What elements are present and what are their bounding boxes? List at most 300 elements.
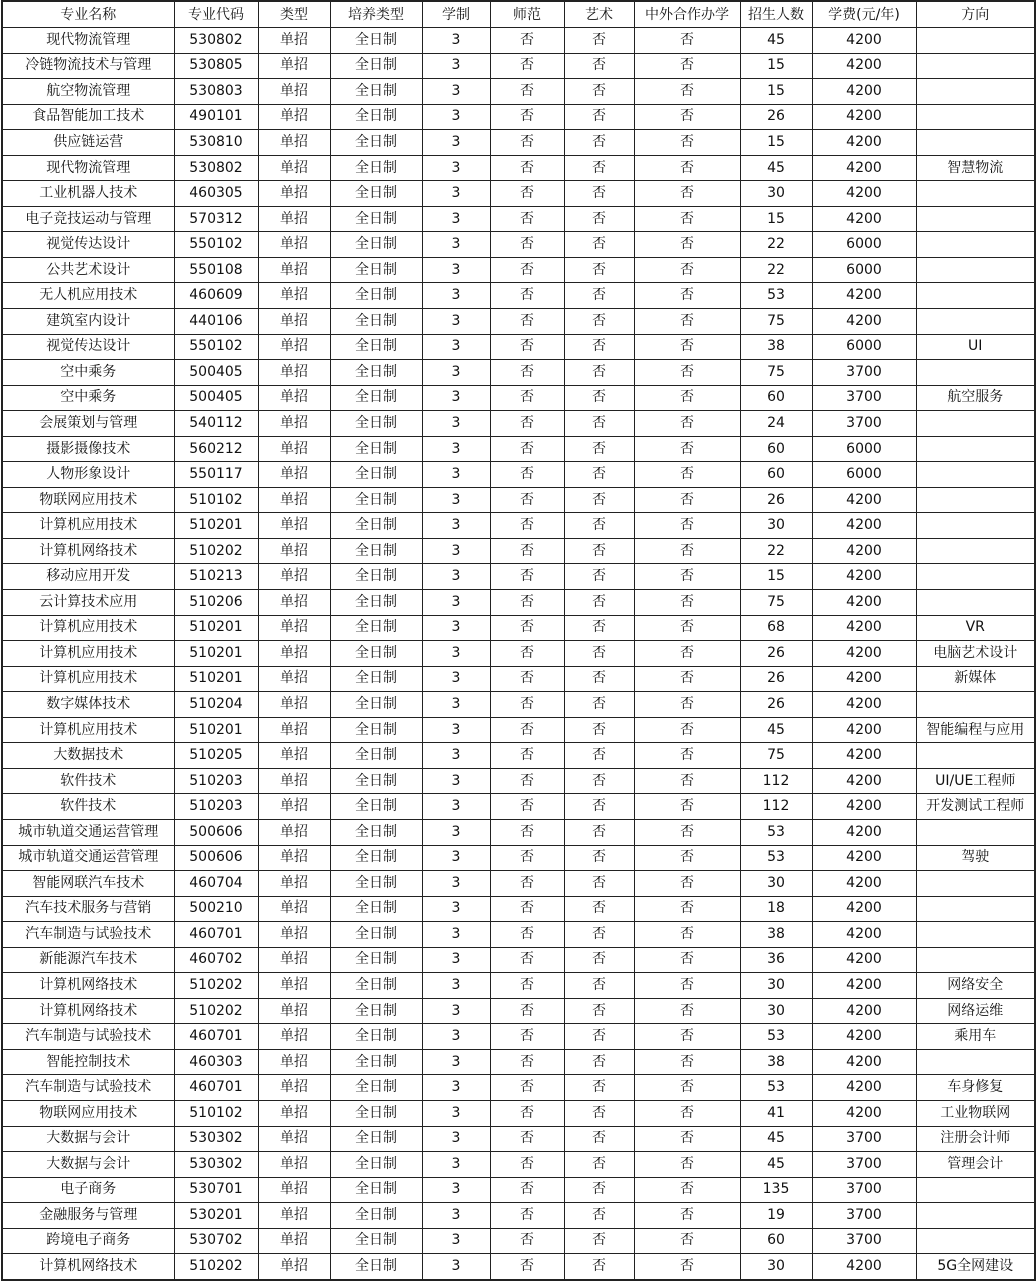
table-row (2, 462, 1035, 488)
cell-major-name: 食品智能加工技术 (2, 104, 174, 130)
cell-duration: 3 (422, 743, 490, 769)
table-row (2, 232, 1035, 258)
cell-type: 单招 (258, 1049, 330, 1075)
cell-art: 否 (564, 615, 634, 641)
cell-training-type: 全日制 (330, 845, 422, 871)
cell-major-name: 大数据与会计 (2, 1152, 174, 1178)
cell-tuition: 3700 (812, 385, 916, 411)
cell-enrollment: 53 (740, 1024, 812, 1050)
cell-major-name: 计算机应用技术 (2, 641, 174, 667)
cell-tuition: 4200 (812, 181, 916, 207)
cell-major-code: 460701 (174, 922, 258, 948)
cell-enrollment: 60 (740, 385, 812, 411)
table-row (2, 79, 1035, 105)
cell-teacher-training: 否 (490, 845, 564, 871)
cell-major-name: 会展策划与管理 (2, 411, 174, 437)
cell-training-type: 全日制 (330, 666, 422, 692)
cell-major-code: 530702 (174, 1228, 258, 1254)
header-major-name: 专业名称 (2, 1, 174, 28)
cell-major-name: 视觉传达设计 (2, 232, 174, 258)
cell-duration: 3 (422, 385, 490, 411)
cell-teacher-training: 否 (490, 1177, 564, 1203)
cell-sino-foreign: 否 (634, 1024, 740, 1050)
table-row (2, 1075, 1035, 1101)
cell-major-code: 510102 (174, 487, 258, 513)
table-header-row (2, 1, 1035, 28)
cell-art: 否 (564, 79, 634, 105)
cell-sino-foreign: 否 (634, 615, 740, 641)
cell-major-name: 视觉传达设计 (2, 334, 174, 360)
cell-major-code: 560212 (174, 436, 258, 462)
cell-direction (916, 79, 1035, 105)
cell-tuition: 4200 (812, 1024, 916, 1050)
table-row (2, 360, 1035, 386)
cell-enrollment: 30 (740, 513, 812, 539)
table-row (2, 334, 1035, 360)
cell-tuition: 4200 (812, 819, 916, 845)
cell-training-type: 全日制 (330, 462, 422, 488)
cell-sino-foreign: 否 (634, 232, 740, 258)
cell-art: 否 (564, 104, 634, 130)
cell-art: 否 (564, 641, 634, 667)
cell-tuition: 3700 (812, 360, 916, 386)
cell-enrollment: 75 (740, 743, 812, 769)
cell-major-name: 现代物流管理 (2, 155, 174, 181)
cell-art: 否 (564, 385, 634, 411)
cell-major-name: 汽车制造与试验技术 (2, 1075, 174, 1101)
cell-type: 单招 (258, 947, 330, 973)
cell-type: 单招 (258, 104, 330, 130)
cell-major-code: 550108 (174, 257, 258, 283)
cell-major-name: 城市轨道交通运营管理 (2, 819, 174, 845)
cell-teacher-training: 否 (490, 1254, 564, 1280)
cell-direction: 注册会计师 (916, 1126, 1035, 1152)
table-row (2, 181, 1035, 207)
cell-sino-foreign: 否 (634, 411, 740, 437)
cell-tuition: 3700 (812, 1177, 916, 1203)
cell-teacher-training: 否 (490, 28, 564, 54)
cell-art: 否 (564, 1228, 634, 1254)
cell-duration: 3 (422, 768, 490, 794)
cell-duration: 3 (422, 104, 490, 130)
table-row (2, 871, 1035, 897)
cell-enrollment: 60 (740, 436, 812, 462)
cell-teacher-training: 否 (490, 794, 564, 820)
cell-tuition: 4200 (812, 28, 916, 54)
cell-major-name: 空中乘务 (2, 385, 174, 411)
cell-enrollment: 24 (740, 411, 812, 437)
cell-sino-foreign: 否 (634, 206, 740, 232)
cell-type: 单招 (258, 53, 330, 79)
cell-art: 否 (564, 257, 634, 283)
cell-direction: 工业物联网 (916, 1100, 1035, 1126)
cell-training-type: 全日制 (330, 641, 422, 667)
table-row (2, 385, 1035, 411)
cell-tuition: 4200 (812, 53, 916, 79)
cell-art: 否 (564, 1100, 634, 1126)
cell-duration: 3 (422, 538, 490, 564)
cell-enrollment: 75 (740, 360, 812, 386)
cell-art: 否 (564, 692, 634, 718)
cell-direction (916, 181, 1035, 207)
cell-enrollment: 22 (740, 232, 812, 258)
cell-type: 单招 (258, 1254, 330, 1280)
cell-enrollment: 53 (740, 845, 812, 871)
cell-direction (916, 206, 1035, 232)
cell-teacher-training: 否 (490, 590, 564, 616)
cell-duration: 3 (422, 1254, 490, 1280)
cell-type: 单招 (258, 564, 330, 590)
cell-tuition: 4200 (812, 79, 916, 105)
cell-tuition: 6000 (812, 257, 916, 283)
cell-tuition: 4200 (812, 666, 916, 692)
cell-tuition: 4200 (812, 768, 916, 794)
cell-teacher-training: 否 (490, 257, 564, 283)
cell-teacher-training: 否 (490, 717, 564, 743)
cell-training-type: 全日制 (330, 717, 422, 743)
cell-training-type: 全日制 (330, 206, 422, 232)
table-row (2, 692, 1035, 718)
cell-duration: 3 (422, 1126, 490, 1152)
cell-teacher-training: 否 (490, 309, 564, 335)
cell-major-name: 电子商务 (2, 1177, 174, 1203)
table-row (2, 309, 1035, 335)
cell-direction (916, 692, 1035, 718)
cell-direction (916, 360, 1035, 386)
cell-duration: 3 (422, 155, 490, 181)
cell-direction (916, 513, 1035, 539)
cell-type: 单招 (258, 1024, 330, 1050)
cell-art: 否 (564, 717, 634, 743)
cell-major-code: 550102 (174, 334, 258, 360)
cell-enrollment: 30 (740, 1254, 812, 1280)
cell-enrollment: 26 (740, 692, 812, 718)
cell-direction (916, 1203, 1035, 1229)
cell-art: 否 (564, 1126, 634, 1152)
cell-duration: 3 (422, 309, 490, 335)
cell-training-type: 全日制 (330, 973, 422, 999)
cell-art: 否 (564, 947, 634, 973)
cell-major-code: 510201 (174, 641, 258, 667)
cell-enrollment: 26 (740, 666, 812, 692)
cell-tuition: 4200 (812, 564, 916, 590)
cell-direction (916, 28, 1035, 54)
cell-major-code: 460609 (174, 283, 258, 309)
cell-tuition: 4200 (812, 896, 916, 922)
table-row (2, 615, 1035, 641)
cell-type: 单招 (258, 436, 330, 462)
cell-major-code: 500210 (174, 896, 258, 922)
cell-type: 单招 (258, 28, 330, 54)
cell-direction: 智慧物流 (916, 155, 1035, 181)
cell-sino-foreign: 否 (634, 79, 740, 105)
cell-tuition: 3700 (812, 411, 916, 437)
cell-training-type: 全日制 (330, 436, 422, 462)
cell-enrollment: 30 (740, 871, 812, 897)
cell-duration: 3 (422, 1075, 490, 1101)
cell-direction: 5G全网建设 (916, 1254, 1035, 1280)
cell-major-code: 530201 (174, 1203, 258, 1229)
cell-art: 否 (564, 1024, 634, 1050)
cell-duration: 3 (422, 232, 490, 258)
cell-art: 否 (564, 513, 634, 539)
cell-direction (916, 564, 1035, 590)
cell-tuition: 4200 (812, 206, 916, 232)
cell-sino-foreign: 否 (634, 692, 740, 718)
cell-training-type: 全日制 (330, 947, 422, 973)
cell-direction (916, 538, 1035, 564)
cell-type: 单招 (258, 768, 330, 794)
cell-teacher-training: 否 (490, 462, 564, 488)
cell-major-code: 510201 (174, 717, 258, 743)
cell-direction (916, 309, 1035, 335)
table-row (2, 973, 1035, 999)
cell-tuition: 4200 (812, 590, 916, 616)
cell-major-name: 人物形象设计 (2, 462, 174, 488)
cell-teacher-training: 否 (490, 768, 564, 794)
cell-major-name: 现代物流管理 (2, 28, 174, 54)
cell-direction (916, 487, 1035, 513)
cell-training-type: 全日制 (330, 1075, 422, 1101)
header-training-type: 培养类型 (330, 1, 422, 28)
cell-major-code: 510201 (174, 513, 258, 539)
cell-duration: 3 (422, 334, 490, 360)
cell-major-name: 计算机网络技术 (2, 998, 174, 1024)
cell-duration: 3 (422, 845, 490, 871)
cell-major-name: 物联网应用技术 (2, 1100, 174, 1126)
cell-sino-foreign: 否 (634, 462, 740, 488)
cell-enrollment: 53 (740, 1075, 812, 1101)
cell-type: 单招 (258, 998, 330, 1024)
cell-direction: 车身修复 (916, 1075, 1035, 1101)
table-row (2, 53, 1035, 79)
cell-type: 单招 (258, 155, 330, 181)
cell-major-code: 510203 (174, 768, 258, 794)
cell-sino-foreign: 否 (634, 1254, 740, 1280)
cell-tuition: 4200 (812, 155, 916, 181)
cell-teacher-training: 否 (490, 206, 564, 232)
cell-teacher-training: 否 (490, 53, 564, 79)
cell-direction: 航空服务 (916, 385, 1035, 411)
cell-training-type: 全日制 (330, 79, 422, 105)
cell-duration: 3 (422, 436, 490, 462)
cell-direction (916, 922, 1035, 948)
cell-duration: 3 (422, 257, 490, 283)
cell-sino-foreign: 否 (634, 1126, 740, 1152)
cell-direction: UI (916, 334, 1035, 360)
cell-tuition: 3700 (812, 1203, 916, 1229)
cell-direction: VR (916, 615, 1035, 641)
cell-sino-foreign: 否 (634, 487, 740, 513)
table-row (2, 411, 1035, 437)
cell-tuition: 3700 (812, 1152, 916, 1178)
cell-duration: 3 (422, 1228, 490, 1254)
cell-art: 否 (564, 998, 634, 1024)
cell-training-type: 全日制 (330, 1100, 422, 1126)
cell-direction: 智能编程与应用 (916, 717, 1035, 743)
cell-training-type: 全日制 (330, 130, 422, 156)
cell-teacher-training: 否 (490, 922, 564, 948)
cell-enrollment: 19 (740, 1203, 812, 1229)
cell-sino-foreign: 否 (634, 896, 740, 922)
cell-tuition: 4200 (812, 717, 916, 743)
cell-enrollment: 38 (740, 334, 812, 360)
cell-major-name: 电子竞技运动与管理 (2, 206, 174, 232)
cell-type: 单招 (258, 462, 330, 488)
cell-enrollment: 60 (740, 1228, 812, 1254)
cell-duration: 3 (422, 513, 490, 539)
cell-sino-foreign: 否 (634, 564, 740, 590)
cell-sino-foreign: 否 (634, 768, 740, 794)
cell-tuition: 3700 (812, 1228, 916, 1254)
cell-teacher-training: 否 (490, 1228, 564, 1254)
cell-tuition: 4200 (812, 615, 916, 641)
cell-art: 否 (564, 819, 634, 845)
table-row (2, 28, 1035, 54)
cell-type: 单招 (258, 590, 330, 616)
cell-sino-foreign: 否 (634, 385, 740, 411)
cell-major-code: 440106 (174, 309, 258, 335)
cell-training-type: 全日制 (330, 922, 422, 948)
cell-sino-foreign: 否 (634, 922, 740, 948)
cell-duration: 3 (422, 641, 490, 667)
cell-enrollment: 38 (740, 1049, 812, 1075)
cell-major-name: 摄影摄像技术 (2, 436, 174, 462)
table-row (2, 717, 1035, 743)
cell-teacher-training: 否 (490, 1126, 564, 1152)
cell-duration: 3 (422, 462, 490, 488)
cell-sino-foreign: 否 (634, 973, 740, 999)
cell-sino-foreign: 否 (634, 360, 740, 386)
cell-type: 单招 (258, 666, 330, 692)
cell-duration: 3 (422, 564, 490, 590)
table-row (2, 1100, 1035, 1126)
cell-major-name: 数字媒体技术 (2, 692, 174, 718)
cell-sino-foreign: 否 (634, 155, 740, 181)
cell-teacher-training: 否 (490, 1024, 564, 1050)
table-row (2, 845, 1035, 871)
cell-teacher-training: 否 (490, 564, 564, 590)
cell-type: 单招 (258, 692, 330, 718)
cell-art: 否 (564, 130, 634, 156)
cell-major-code: 500405 (174, 385, 258, 411)
cell-art: 否 (564, 155, 634, 181)
cell-teacher-training: 否 (490, 1049, 564, 1075)
cell-duration: 3 (422, 1049, 490, 1075)
cell-duration: 3 (422, 411, 490, 437)
cell-major-name: 汽车制造与试验技术 (2, 922, 174, 948)
cell-type: 单招 (258, 79, 330, 105)
header-direction: 方向 (916, 1, 1035, 28)
cell-major-name: 软件技术 (2, 794, 174, 820)
cell-type: 单招 (258, 385, 330, 411)
cell-major-name: 供应链运营 (2, 130, 174, 156)
cell-major-name: 城市轨道交通运营管理 (2, 845, 174, 871)
cell-art: 否 (564, 487, 634, 513)
cell-major-code: 530701 (174, 1177, 258, 1203)
cell-training-type: 全日制 (330, 334, 422, 360)
cell-major-code: 510213 (174, 564, 258, 590)
cell-enrollment: 45 (740, 155, 812, 181)
cell-enrollment: 30 (740, 973, 812, 999)
table-row (2, 1126, 1035, 1152)
cell-major-code: 510202 (174, 998, 258, 1024)
cell-tuition: 4200 (812, 1049, 916, 1075)
cell-major-code: 460702 (174, 947, 258, 973)
cell-art: 否 (564, 53, 634, 79)
header-enrollment: 招生人数 (740, 1, 812, 28)
cell-teacher-training: 否 (490, 130, 564, 156)
header-duration: 学制 (422, 1, 490, 28)
cell-sino-foreign: 否 (634, 947, 740, 973)
cell-duration: 3 (422, 1024, 490, 1050)
cell-type: 单招 (258, 973, 330, 999)
cell-type: 单招 (258, 1126, 330, 1152)
cell-enrollment: 45 (740, 28, 812, 54)
cell-art: 否 (564, 666, 634, 692)
cell-major-code: 530302 (174, 1126, 258, 1152)
cell-major-name: 无人机应用技术 (2, 283, 174, 309)
cell-duration: 3 (422, 79, 490, 105)
cell-major-name: 冷链物流技术与管理 (2, 53, 174, 79)
cell-sino-foreign: 否 (634, 1152, 740, 1178)
cell-art: 否 (564, 1177, 634, 1203)
cell-type: 单招 (258, 1228, 330, 1254)
cell-enrollment: 30 (740, 181, 812, 207)
cell-training-type: 全日制 (330, 385, 422, 411)
cell-tuition: 6000 (812, 436, 916, 462)
cell-direction (916, 257, 1035, 283)
cell-major-name: 软件技术 (2, 768, 174, 794)
cell-art: 否 (564, 360, 634, 386)
cell-sino-foreign: 否 (634, 819, 740, 845)
cell-art: 否 (564, 309, 634, 335)
cell-art: 否 (564, 411, 634, 437)
cell-art: 否 (564, 590, 634, 616)
table-row (2, 947, 1035, 973)
cell-training-type: 全日制 (330, 896, 422, 922)
cell-art: 否 (564, 334, 634, 360)
cell-type: 单招 (258, 922, 330, 948)
cell-sino-foreign: 否 (634, 794, 740, 820)
cell-major-name: 计算机应用技术 (2, 513, 174, 539)
cell-enrollment: 45 (740, 1126, 812, 1152)
table-row (2, 896, 1035, 922)
cell-type: 单招 (258, 1152, 330, 1178)
cell-enrollment: 112 (740, 768, 812, 794)
cell-duration: 3 (422, 28, 490, 54)
cell-direction (916, 130, 1035, 156)
cell-direction: UI/UE工程师 (916, 768, 1035, 794)
cell-training-type: 全日制 (330, 538, 422, 564)
table-row (2, 1152, 1035, 1178)
cell-sino-foreign: 否 (634, 334, 740, 360)
cell-training-type: 全日制 (330, 53, 422, 79)
table-row (2, 666, 1035, 692)
cell-enrollment: 36 (740, 947, 812, 973)
cell-enrollment: 112 (740, 794, 812, 820)
cell-sino-foreign: 否 (634, 283, 740, 309)
table-row (2, 538, 1035, 564)
table-row (2, 1177, 1035, 1203)
cell-art: 否 (564, 1049, 634, 1075)
cell-duration: 3 (422, 998, 490, 1024)
cell-training-type: 全日制 (330, 564, 422, 590)
cell-enrollment: 26 (740, 487, 812, 513)
cell-direction (916, 53, 1035, 79)
cell-enrollment: 75 (740, 309, 812, 335)
cell-major-code: 510202 (174, 1254, 258, 1280)
